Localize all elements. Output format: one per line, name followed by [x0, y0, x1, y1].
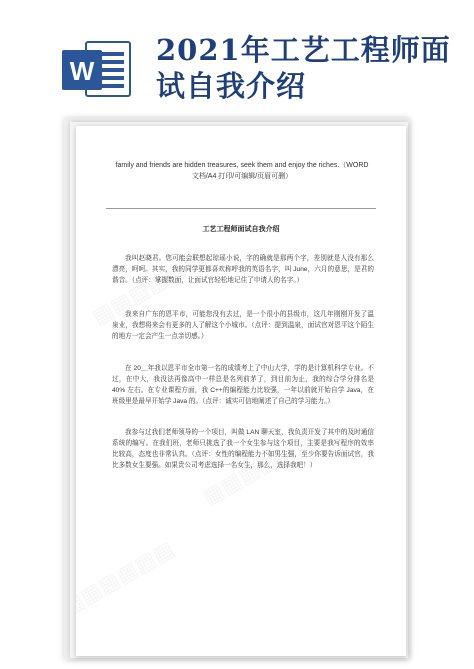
document-intro: [94, 160, 390, 182]
paragraph-3: 在 20＿年我以恩平市全市第一名的成绩考上了中山大学，学的是计算机科学专业。不过，在中大，我没法再像高中一样总是名列前茅了，到目前为止，我的综合学分排名是 40% 左右。在专业课程方面，我 C++的编程能力比较强，一年以前就开始自学 Java，在班级里是最早开始学 Java 的。（点评：诚实可信地阐述了自己的学习能力。）: [112, 364, 374, 406]
intro-line-2: 文档/A4 打印/可编辑/页眉可删）: [191, 173, 293, 180]
header-divider: [106, 208, 376, 209]
paragraph-1: 我叫赵晓君。您可能会联想起琼瑶小说，字的确就是那两个字，差别就是人没有那么漂亮，呵呵。其实，我的同学更都喜欢称呼我的英语名字，叫 June，六月的意思，是君的谐音。（点评：掌握数面，让面试官轻松地记住了申请人的名字。）: [112, 254, 374, 284]
section-title: 工艺工程师面试自我介绍: [202, 226, 280, 233]
document-page: [76, 126, 406, 656]
paragraph-4: 我参与过我们老师领导的一个项目，叫做 LAN 聊天室，我负责开发了其中的及时通信系统的编写。在我们班，老师只挑选了我一个女生参与这个项目，主要是我写程序的效率比较高，态度也非常认真。（点评：女性的编程能力不如男生强，至少你要告诉面试官，我比多数女生要强。如果贵公司考虑选择一名女生，那么，选择我吧！）: [112, 428, 374, 470]
word-logo-letter: W: [69, 56, 95, 86]
watermark: [76, 536, 179, 620]
page-header: [0, 0, 474, 110]
intro-line-1: family and friends are hidden treasures, seek them and enjoy the riches.（WORD: [115, 162, 369, 169]
page-title: 2021年工艺工程师面试自我介绍: [156, 33, 451, 103]
word-document-icon: [62, 38, 132, 100]
paragraph-2: 我来自广东的恩平市，可能您没有去过，是一个很小的县级市，这几年刚刚开发了温泉业，我想将来会有更多的人了解这个小城市。（点评：提到温泉，面试官对恩平这个陌生的地方一定会产生一点亲切感。）: [112, 310, 374, 340]
